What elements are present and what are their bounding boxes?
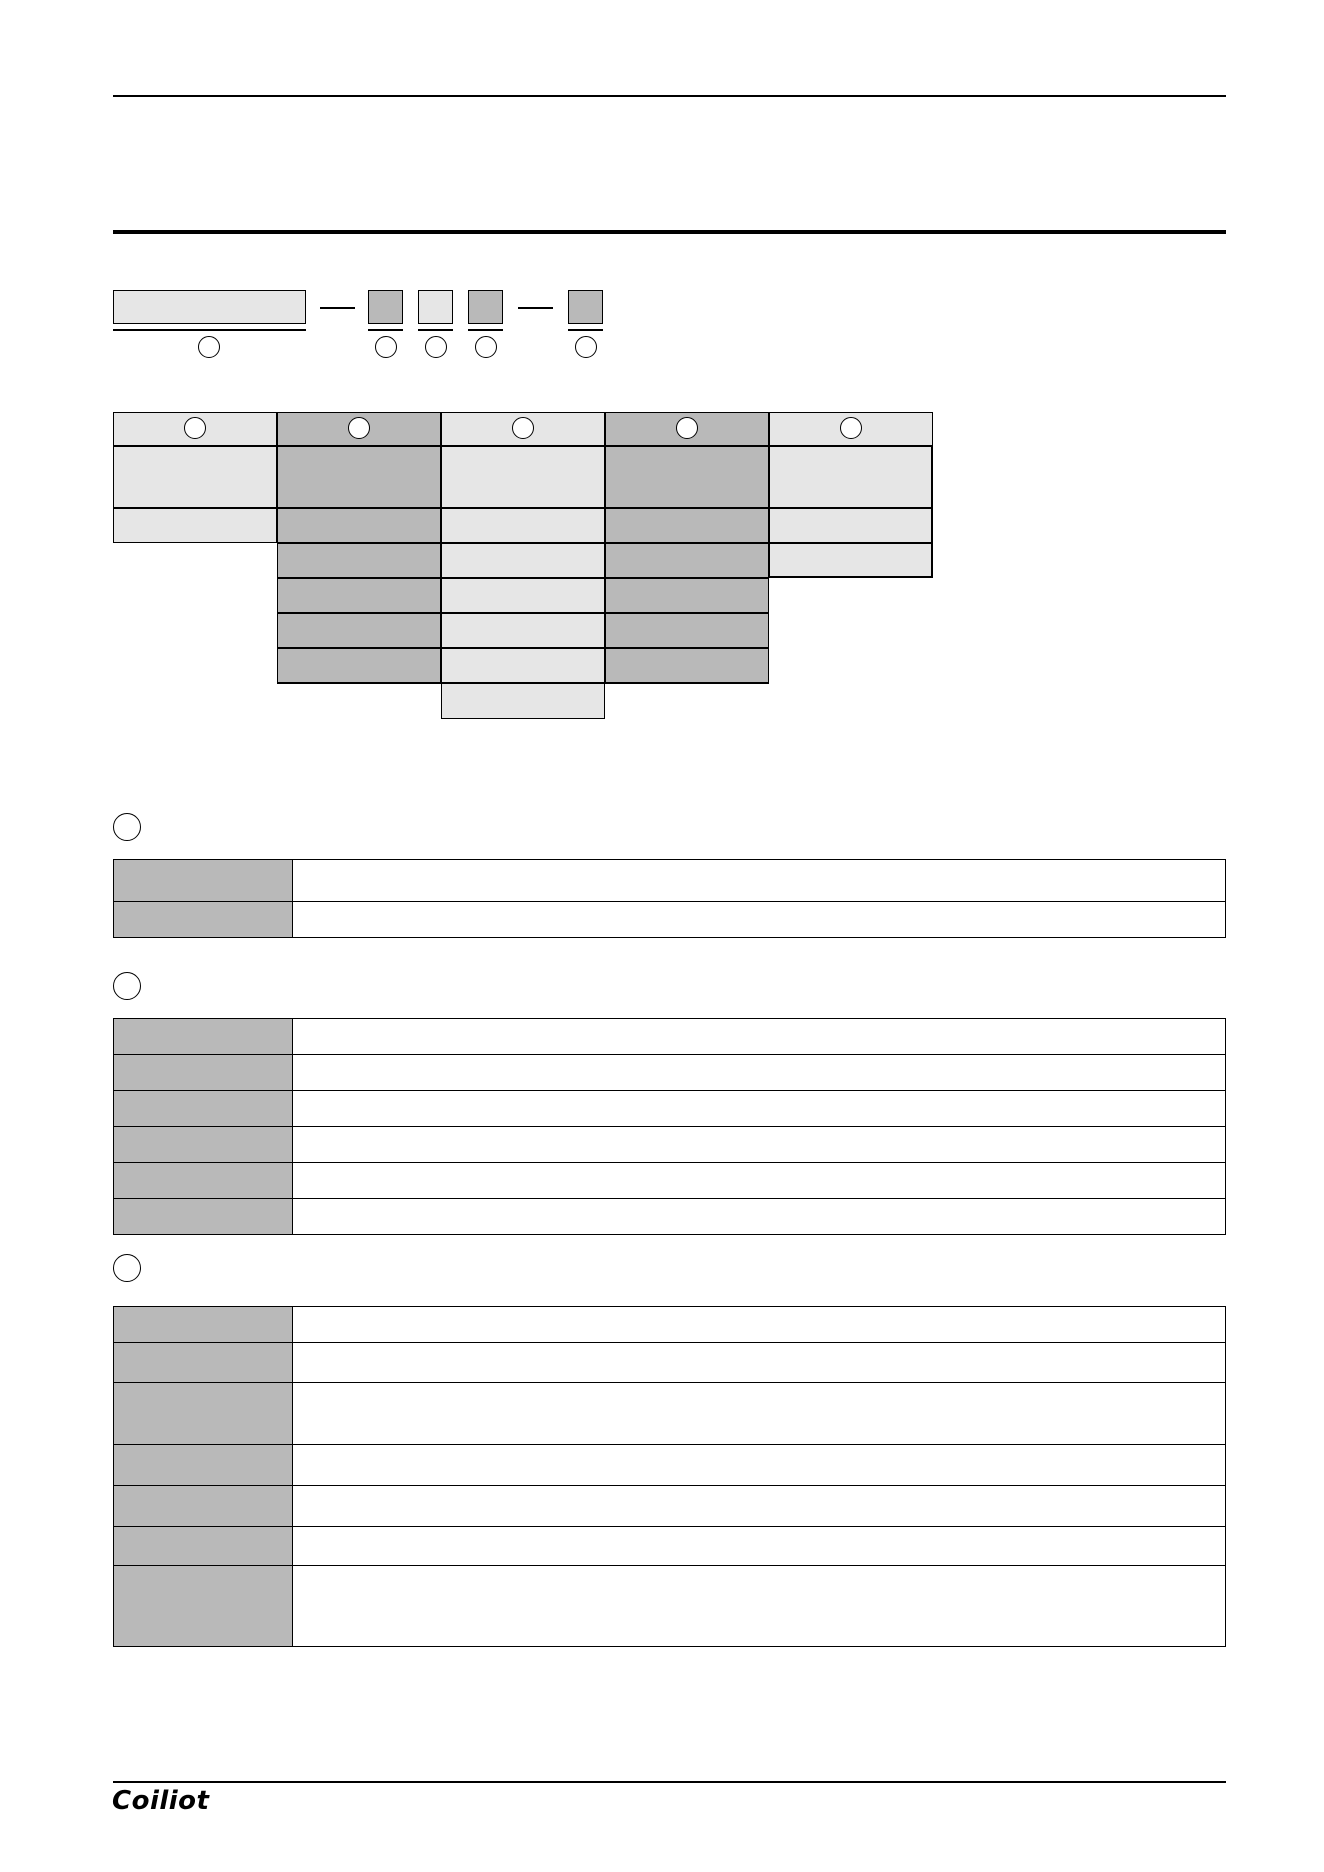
spec-row <box>114 1307 1225 1342</box>
spec-value <box>293 1055 1225 1090</box>
spec-row <box>114 1162 1225 1198</box>
spec-row <box>114 1126 1225 1162</box>
section-1-marker <box>113 813 141 841</box>
footer-rule <box>113 1781 1226 1783</box>
spec-value <box>293 1307 1225 1342</box>
code-separator-1 <box>320 307 355 309</box>
spec-row <box>114 1485 1225 1526</box>
matrix-cell <box>605 648 769 684</box>
spec-value <box>293 1445 1225 1485</box>
code-field-5 <box>568 290 603 324</box>
spec-table-2 <box>113 1018 1226 1235</box>
spec-value <box>293 902 1225 937</box>
section-3-marker <box>113 1254 141 1282</box>
code-field-3-underline <box>418 329 453 331</box>
matrix-cell <box>605 613 769 648</box>
code-separator-2 <box>518 307 553 309</box>
spec-value <box>293 860 1225 901</box>
spec-key <box>114 1566 293 1646</box>
code-field-5-marker <box>575 336 597 358</box>
matrix-cell <box>441 543 605 578</box>
spec-row <box>114 1019 1225 1054</box>
matrix-header-4-marker <box>676 417 698 439</box>
matrix-cell <box>113 446 277 508</box>
matrix-cell <box>441 648 605 683</box>
spec-key <box>114 1486 293 1526</box>
code-field-5-underline <box>568 329 603 331</box>
matrix-cell <box>113 508 277 543</box>
matrix-cell <box>277 543 441 578</box>
spec-key <box>114 1091 293 1126</box>
spec-row <box>114 1054 1225 1090</box>
matrix-cell <box>769 508 933 543</box>
matrix-cell <box>605 446 769 508</box>
code-field-4-underline <box>468 329 503 331</box>
spec-value <box>293 1163 1225 1198</box>
matrix-cell <box>441 508 605 543</box>
spec-row <box>114 1342 1225 1382</box>
matrix-cell <box>605 578 769 613</box>
code-field-4-marker <box>475 336 497 358</box>
spec-row <box>114 1382 1225 1444</box>
spec-value <box>293 1127 1225 1162</box>
code-field-1-marker <box>198 336 220 358</box>
spec-key <box>114 1445 293 1485</box>
spec-key <box>114 1527 293 1565</box>
header-top-rule <box>113 95 1226 97</box>
spec-value <box>293 1566 1225 1646</box>
spec-value <box>293 1019 1225 1054</box>
matrix-header-5-marker <box>840 417 862 439</box>
spec-row <box>114 860 1225 901</box>
matrix-cell <box>277 446 441 508</box>
spec-value <box>293 1486 1225 1526</box>
spec-value <box>293 1091 1225 1126</box>
matrix-header-3-marker <box>512 417 534 439</box>
spec-key <box>114 1163 293 1198</box>
spec-row <box>114 1444 1225 1485</box>
spec-table-3 <box>113 1306 1226 1647</box>
spec-value <box>293 1383 1225 1444</box>
matrix-cell <box>769 446 933 508</box>
header-bottom-rule <box>113 230 1226 234</box>
spec-key <box>114 1019 293 1054</box>
spec-value <box>293 1199 1225 1234</box>
code-field-3-marker <box>425 336 447 358</box>
spec-key <box>114 902 293 937</box>
spec-row <box>114 901 1225 937</box>
spec-key <box>114 1055 293 1090</box>
matrix-cell <box>605 508 769 543</box>
matrix-cell <box>605 543 769 578</box>
matrix-header-1-marker <box>184 417 206 439</box>
matrix-cell <box>277 508 441 543</box>
spec-row <box>114 1198 1225 1234</box>
matrix-cell <box>277 578 441 613</box>
spec-key <box>114 1383 293 1444</box>
code-field-4 <box>468 290 503 324</box>
code-field-3 <box>418 290 453 324</box>
matrix-cell <box>441 613 605 648</box>
spec-table-1 <box>113 859 1226 938</box>
spec-value <box>293 1343 1225 1382</box>
spec-key <box>114 1127 293 1162</box>
matrix-cell <box>441 446 605 508</box>
section-2-marker <box>113 972 141 1000</box>
code-field-1 <box>113 290 306 324</box>
code-field-2-marker <box>375 336 397 358</box>
spec-key <box>114 860 293 901</box>
spec-value <box>293 1527 1225 1565</box>
brand-logo: Coiliot <box>112 1786 210 1816</box>
matrix-cell <box>441 578 605 613</box>
spec-row <box>114 1565 1225 1646</box>
matrix-header-2-marker <box>348 417 370 439</box>
code-field-1-underline <box>113 329 306 331</box>
spec-row <box>114 1090 1225 1126</box>
matrix-cell <box>277 648 441 684</box>
matrix-cell <box>441 683 605 719</box>
spec-key <box>114 1307 293 1342</box>
code-field-2-underline <box>368 329 403 331</box>
matrix-cell <box>769 543 933 578</box>
code-field-2 <box>368 290 403 324</box>
matrix-cell <box>277 613 441 648</box>
spec-key <box>114 1343 293 1382</box>
spec-key <box>114 1199 293 1234</box>
spec-row <box>114 1526 1225 1565</box>
